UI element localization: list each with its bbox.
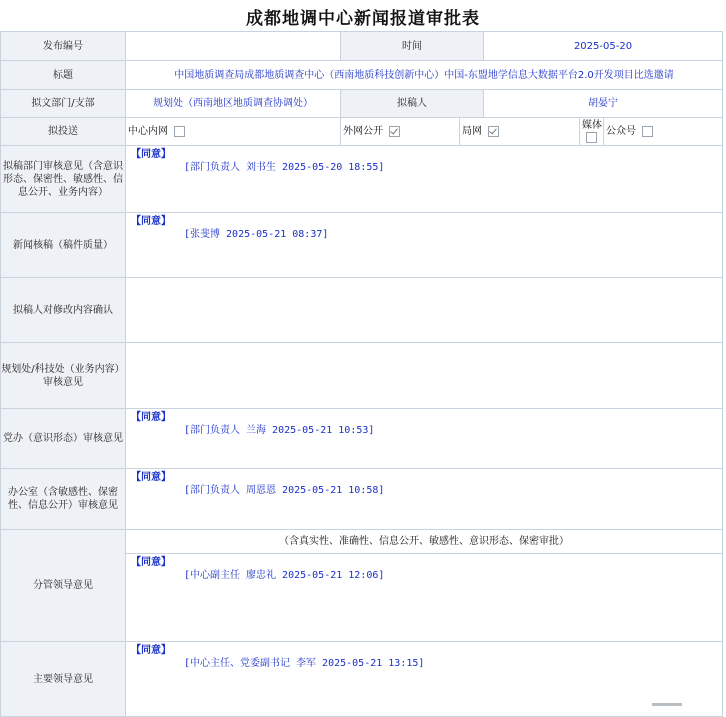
- agree-mark: 【同意】: [131, 472, 171, 483]
- department-label: 拟文部门/支部: [1, 90, 126, 118]
- scrollbar-thumb[interactable]: [652, 703, 682, 706]
- agree-mark: 【同意】: [131, 645, 171, 656]
- signature-text: [部门负责人 刘书生 2025-05-20 18:55]: [184, 162, 385, 173]
- opinion-row: [1, 469, 723, 530]
- send-option-public[interactable]: 外网公开: [341, 118, 460, 146]
- opinion-label: 规划处/科技处（业务内容）审核意见: [1, 343, 126, 409]
- title-value[interactable]: 中国地质调查局成都地质调查中心（西南地质科技创新中心）中国-东盟地学信息大数据平台2.0开发项目比选邀请: [126, 61, 723, 90]
- checkbox-public[interactable]: [389, 126, 400, 137]
- opinion-row: [1, 278, 723, 343]
- signature-text: [中心主任、党委副书记 李军 2025-05-21 13:15]: [184, 658, 425, 669]
- agree-mark: 【同意】: [131, 216, 171, 227]
- leader-opinion-label: 主要领导意见: [1, 642, 126, 717]
- review-note-row: [1, 530, 723, 554]
- opinion-label: 拟稿人对修改内容确认: [1, 278, 126, 343]
- opinion-row: [1, 409, 723, 469]
- opinion-label: 党办（意识形态）审核意见: [1, 409, 126, 469]
- opinion-cell: [126, 146, 723, 213]
- opinion-cell: [126, 554, 723, 642]
- agree-mark: 【同意】: [131, 149, 171, 160]
- doc-number-value[interactable]: [126, 32, 341, 61]
- opinion-label: 新闻核稿（稿件质量）: [1, 213, 126, 278]
- title-label: 标题: [1, 61, 126, 90]
- review-note: （含真实性、准确性、信息公开、敏感性、意识形态、保密审批）: [126, 530, 723, 554]
- opinion-cell: [126, 409, 723, 469]
- agree-mark: 【同意】: [131, 557, 171, 568]
- agree-mark: 【同意】: [131, 412, 171, 423]
- approval-form-table: [0, 31, 723, 717]
- signature-text: [张斐博 2025-05-21 08:37]: [184, 229, 329, 240]
- send-option-bureau[interactable]: 局网: [460, 118, 580, 146]
- checkbox-media[interactable]: [586, 132, 597, 143]
- doc-number-label: 发布编号: [1, 32, 126, 61]
- opinion-cell[interactable]: [126, 343, 723, 409]
- opinion-row: [1, 213, 723, 278]
- drafter-label: 拟稿人: [341, 90, 484, 118]
- opinion-label: 拟稿部门审核意见（含意识形态、保密性、敏感性、信息公开、业务内容）: [1, 146, 126, 213]
- signature-text: [部门负责人 兰海 2025-05-21 10:53]: [184, 425, 375, 436]
- checkbox-wechat[interactable]: [642, 126, 653, 137]
- title-row: [1, 61, 723, 90]
- department-value[interactable]: 规划处（西南地区地质调查协调处）: [126, 90, 341, 118]
- page-title: 成都地调中心新闻报道审批表: [246, 9, 480, 29]
- send-label: 拟投送: [1, 118, 126, 146]
- opinion-row: [1, 343, 723, 409]
- opinion-label: 办公室（含敏感性、保密性、信息公开）审核意见: [1, 469, 126, 530]
- time-label: 时间: [341, 32, 484, 61]
- signature-text: [中心副主任 廖忠礼 2025-05-21 12:06]: [184, 570, 385, 581]
- opinion-cell[interactable]: [126, 278, 723, 343]
- opinion-row: [1, 146, 723, 213]
- checkbox-bureau[interactable]: [488, 126, 499, 137]
- signature-text: [部门负责人 周恩恩 2025-05-21 10:58]: [184, 485, 385, 496]
- send-option-intranet[interactable]: 中心内网: [126, 118, 341, 146]
- send-row: [1, 118, 723, 146]
- checkbox-intranet[interactable]: [174, 126, 185, 137]
- leader-opinion-row: [1, 642, 723, 717]
- doc-number-row: [1, 32, 723, 61]
- send-option-media[interactable]: 媒体: [580, 118, 604, 146]
- drafter-value[interactable]: 胡晏宁: [484, 90, 723, 118]
- time-value[interactable]: 2025-05-20: [484, 32, 723, 61]
- send-option-wechat[interactable]: 公众号: [604, 118, 723, 146]
- opinion-cell: [126, 213, 723, 278]
- opinion-cell: [126, 469, 723, 530]
- leader-opinion-label: 分管领导意见: [1, 530, 126, 642]
- opinion-cell: [126, 642, 723, 717]
- department-row: [1, 90, 723, 118]
